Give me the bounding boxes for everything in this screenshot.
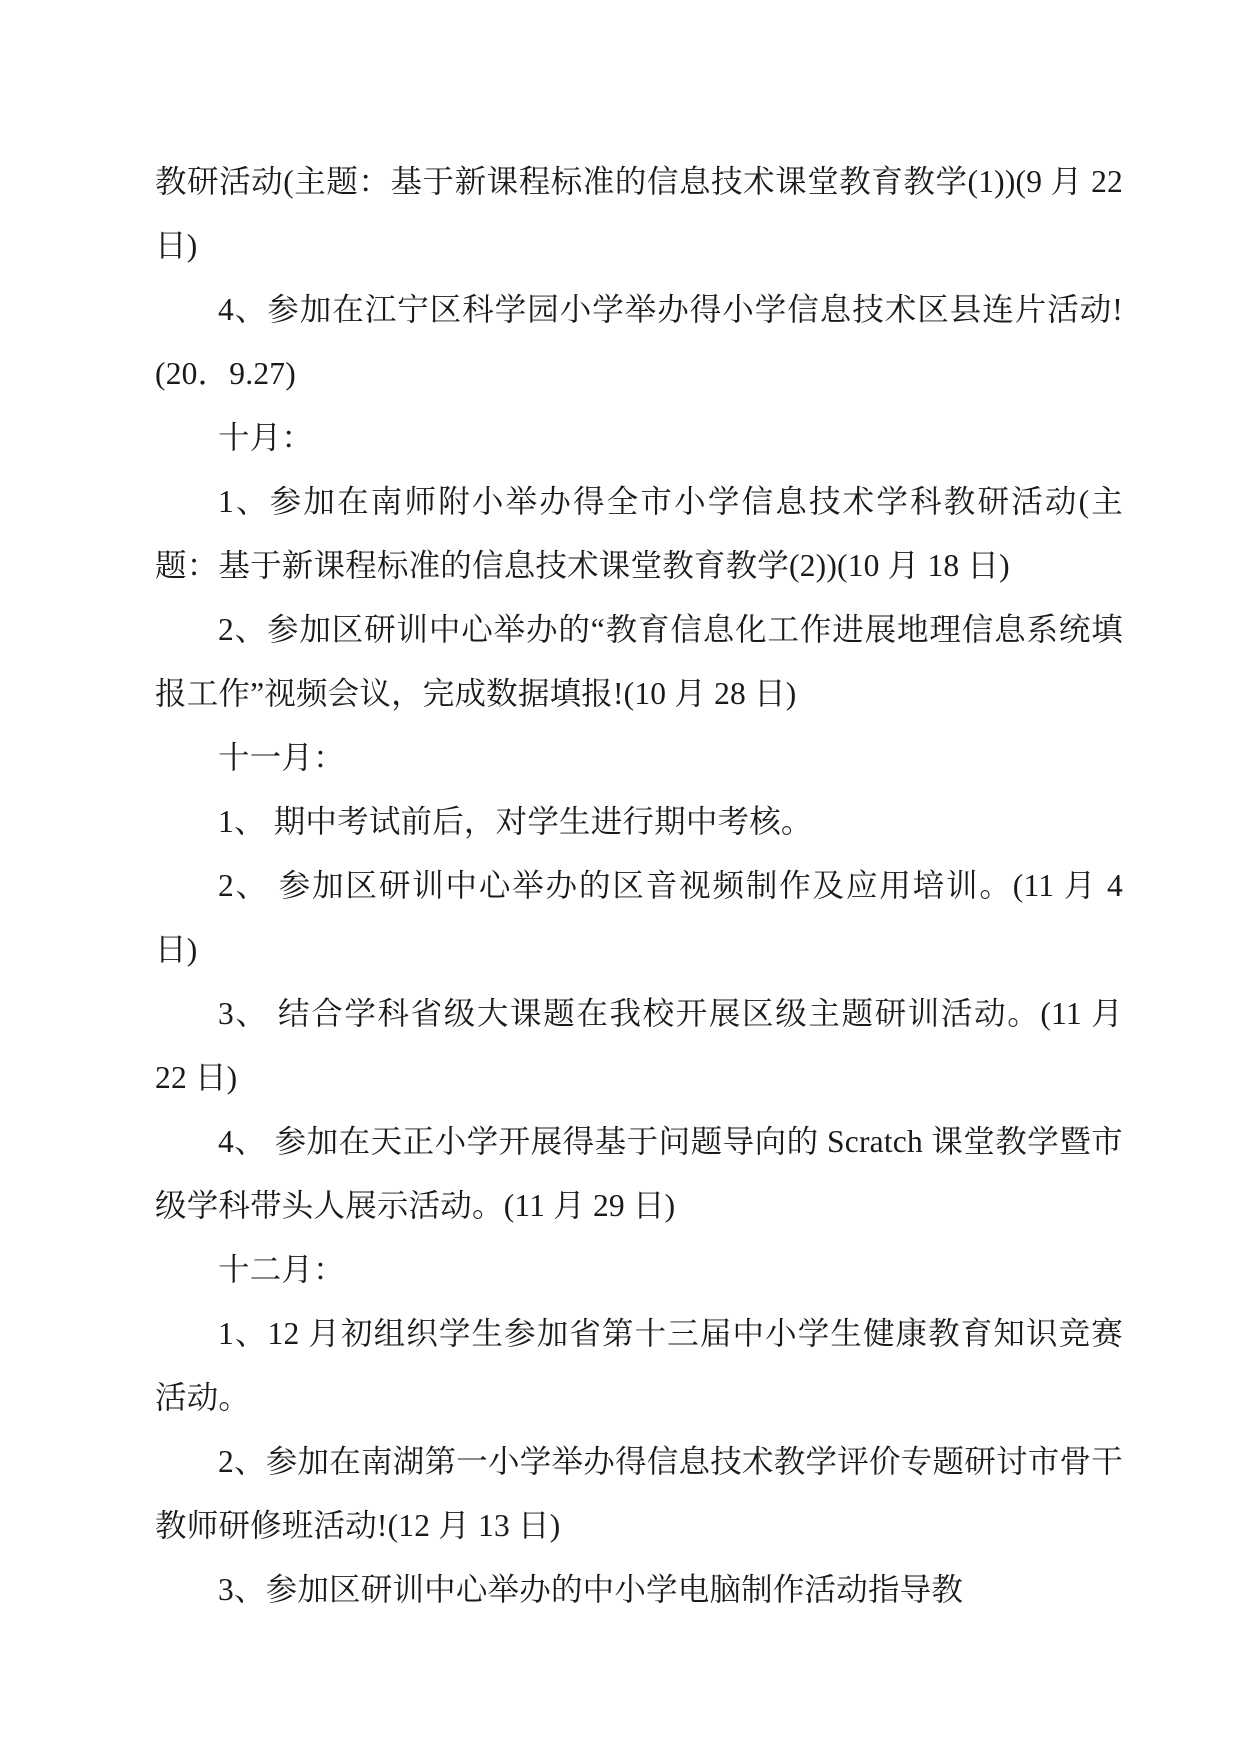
paragraph: 十一月： xyxy=(218,740,345,775)
paragraph: 1、12 月初组织学生参加省第十三届中小学生健康教育知识竞赛活动。 xyxy=(155,1316,1123,1415)
document-body xyxy=(155,150,1123,1622)
paragraph: 1、参加在南师附小举办得全市小学信息技术学科教研活动(主题：基于新课程标准的信息技术课堂教育教学(2))(10 月 18 日) xyxy=(155,484,1123,583)
paragraph: 4、 参加在天正小学开展得基于问题导向的 Scratch 课堂教学暨市级学科带头人展示活动。(11 月 29 日) xyxy=(155,1124,1123,1223)
paragraph: 2、参加区研训中心举办的“教育信息化工作进展地理信息系统填报工作”视频会议，完成数据填报!(10 月 28 日) xyxy=(155,612,1123,711)
paragraph: 3、参加区研训中心举办的中小学电脑制作活动指导教 xyxy=(218,1572,964,1607)
paragraph: 1、 期中考试前后，对学生进行期中考核。 xyxy=(218,804,813,839)
paragraph: 2、参加在南湖第一小学举办得信息技术教学评价专题研讨市骨干教师研修班活动!(12 月 13 日) xyxy=(155,1444,1123,1543)
paragraph: 3、 结合学科省级大课题在我校开展区级主题研训活动。(11 月 22 日) xyxy=(155,996,1123,1095)
paragraph: 教研活动(主题：基于新课程标准的信息技术课堂教育教学(1))(9 月 22 日) xyxy=(155,164,1123,263)
paragraph: 4、参加在江宁区科学园小学举办得小学信息技术区县连片活动!(20．9.27) xyxy=(155,292,1123,391)
paragraph: 2、 参加区研训中心举办的区音视频制作及应用培训。(11 月 4 日) xyxy=(155,868,1123,967)
paragraph: 十月： xyxy=(218,420,314,455)
paragraph: 十二月： xyxy=(218,1252,345,1287)
